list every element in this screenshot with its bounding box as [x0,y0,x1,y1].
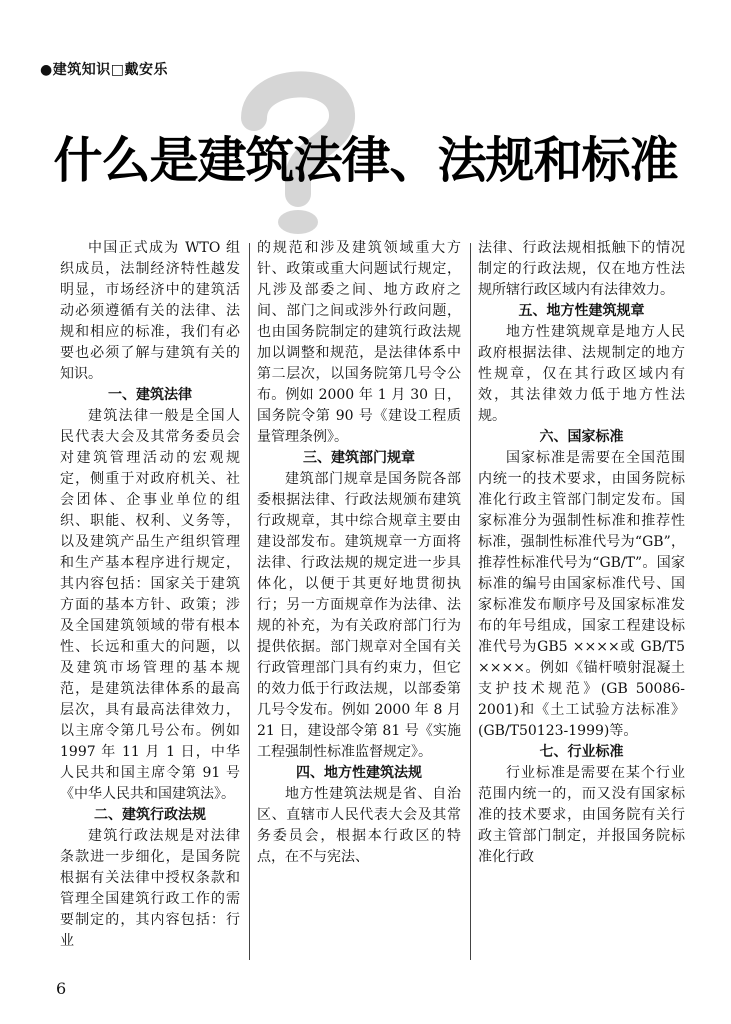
column-divider [249,243,250,960]
paragraph: 建筑法律一般是全国人民代表大会及其常务委员会对建筑管理活动的宏观规定，侧重于对政府机关、社会团体、企事业单位的组织、职能、权利、义务等，以及建筑产品生产组织管理和生产基本程序进行规定，其内容包括：国家关于建筑方面的基本方针、政策；涉及全国建筑领域的带有根本性、长远和重大的问题，以及建筑市场管理的基本规范，是建筑法律体系的最高层次，具有最高法律效力，以主席令第几号公布。例如 1997 年 11 月 1 日，中华人民共和国主席令第 91 号《中华人民共和国建筑法》。 [60,408,240,802]
column-1 [60,238,240,952]
section-heading: 一、建筑法律 [108,387,192,403]
section-heading: 六、国家标准 [539,429,624,445]
column-3 [478,238,685,868]
column-2 [257,238,461,868]
section-heading: 二、建筑行政法规 [94,807,206,823]
section-heading: 七、行业标准 [539,744,624,760]
page-number: 6 [56,979,67,998]
paragraph: 国家标准是需要在全国范围内统一的技术要求，由国务院标准化行政主管部门制定发布。国家标准分为强制性标准和推荐性标准，强制性标准代号为“GB”，推荐性标准代号为“GB/T”。国家标准的编号由国家标准代号、国家标准发布顺序号及国家标准发布的年号组成，国家工程建设标准代号为GB5 ××××或 GB/T5 ××××。例如《锚杆喷射混凝土支护技术规范》(GB 50086-2001)和《土工试验方法标准》(GB/T50123-1999)等。 [478,450,685,739]
header-text: 建筑知识□戴安乐 [52,62,168,78]
section-heading: 三、建筑部门规章 [303,450,415,466]
paragraph: 法律、行政法规相抵触下的情况制定的行政法规，仅在地方性法规所辖行政区域内有法律效力。 [478,240,685,298]
paragraph: 行业标准是需要在某个行业范围内统一的，而又没有国家标准的技术要求，由国务院有关行政主管部门制定，并报国务院标准化行政 [478,765,685,865]
page-title: 什么是建筑法律、法规和标准 [53,132,678,189]
paragraph: 地方性建筑规章是地方人民政府根据法律、法规制定的地方性规章，仅在其行政区域内有效，其法律效力低于地方性法规。 [478,324,685,424]
section-header [40,59,168,79]
column-divider [470,243,471,960]
paragraph: 建筑行政法规是对法律条款进一步细化，是国务院根据有关法律中授权条款和管理全国建筑行政工作的需要制定的，其内容包括：行业 [60,828,240,949]
paragraph: 中国正式成为 WTO 组织成员，法制经济特性越发明显，市场经济中的建筑活动必须遵循有关的法律、法规和相应的标准，我们有必要也必须了解与建筑有关的知识。 [60,240,240,382]
section-heading: 五、地方性建筑规章 [518,303,645,319]
paragraph: 地方性建筑法规是省、自治区、直辖市人民代表大会及其常务委员会，根据本行政区的特点，在不与宪法、 [257,786,461,865]
paragraph: 的规范和涉及建筑领域重大方针、政策或重大问题试行规定，凡涉及部委之间、地方政府之间、部门之间或涉外行政问题，也由国务院制定的建筑行政法规加以调整和规范，是法律体系中第二层次，以国务院第几号令公布。例如 2000 年 1 月 30 日，国务院令第 90 号《建设工程质量管理条例》。 [257,240,461,445]
section-heading: 四、地方性建筑法规 [296,765,422,781]
bullet-icon: ● [40,62,53,78]
paragraph: 建筑部门规章是国务院各部委根据法律、行政法规颁布建筑行政规章，其中综合规章主要由建设部发布。建筑规章一方面将法律、行政法规的规定进一步具体化，以便于其更好地贯彻执行；另一方面规章作为法律、法规的补充，为有关政府部门行为提供依据。部门规章对全国有关行政管理部门具有约束力，但它的效力低于行政法规，以部委第几号令发布。例如 2000 年 8 月 21 日，建设部令第 81 号《实施工程强制性标准监督规定》。 [257,471,461,760]
